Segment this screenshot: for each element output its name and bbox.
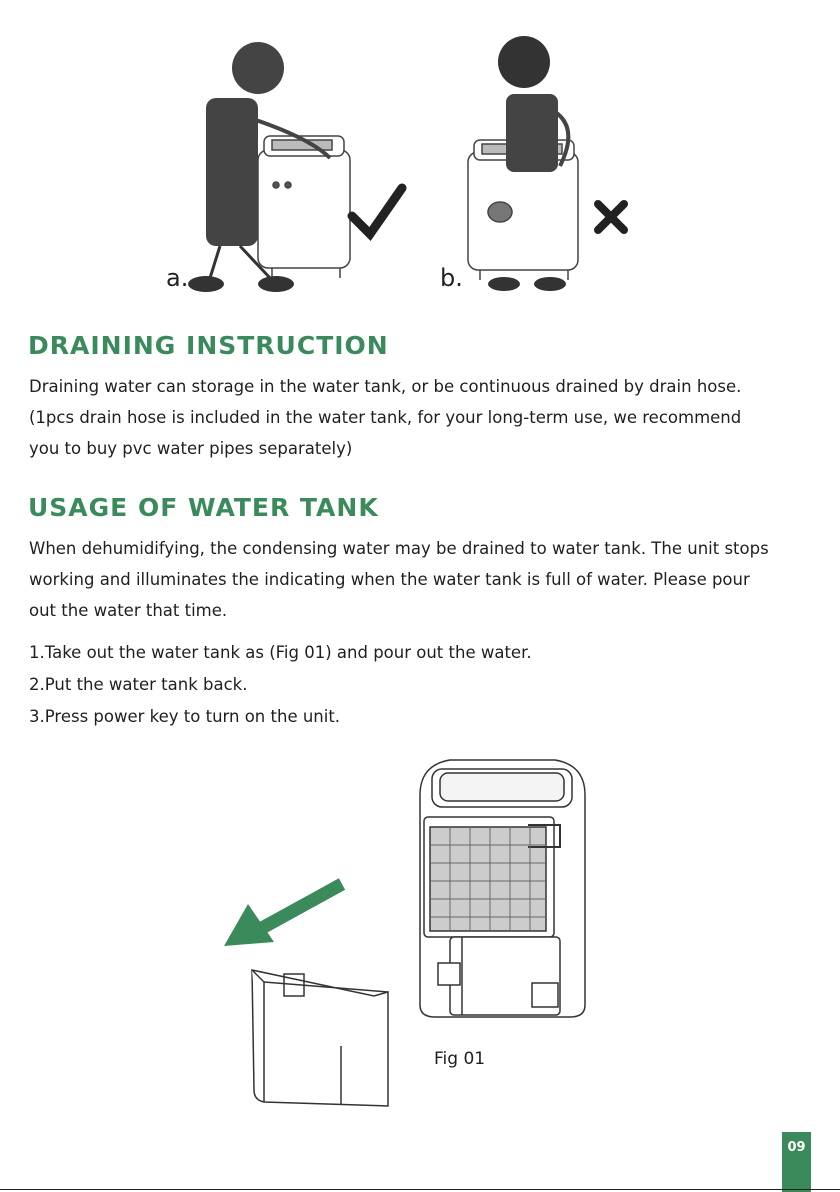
draining-paragraph [29,371,819,464]
usage-line: working and illuminates the indicating when the water tank is full of water. Please pour [29,570,750,589]
carry-illustration-incorrect [440,36,640,298]
figure-caption: Fig 01 [434,1049,486,1069]
usage-line: out the water that time. [29,601,228,620]
cross-icon [598,204,624,230]
label-b: b. [440,264,463,292]
page-number: 09 [782,1132,811,1192]
draining-line: you to buy pvc water pipes separately) [29,439,353,458]
check-icon [352,188,402,234]
draining-heading: DRAINING INSTRUCTION [28,331,389,360]
draining-line: Draining water can storage in the water tank, or be continuous drained by drain hose. [29,377,742,396]
usage-heading: USAGE OF WATER TANK [28,493,379,522]
step-2: 2.Put the water tank back. [29,675,248,694]
usage-paragraph [29,533,819,626]
step-1: 1.Take out the water tank as (Fig 01) and pour out the water. [29,643,532,662]
bottom-rule [0,1189,840,1190]
draining-line: (1pcs drain hose is included in the water tank, for your long-term use, we recommend [29,408,742,427]
usage-line: When dehumidifying, the condensing water may be drained to water tank. The unit stops [29,539,769,558]
water-tank-illustration [246,962,394,1110]
dehumidifier-illustration [410,755,595,1027]
pull-direction-arrow [218,876,348,948]
carry-illustration-correct [160,38,420,300]
step-3: 3.Press power key to turn on the unit. [29,707,341,726]
label-a: a. [166,264,189,292]
